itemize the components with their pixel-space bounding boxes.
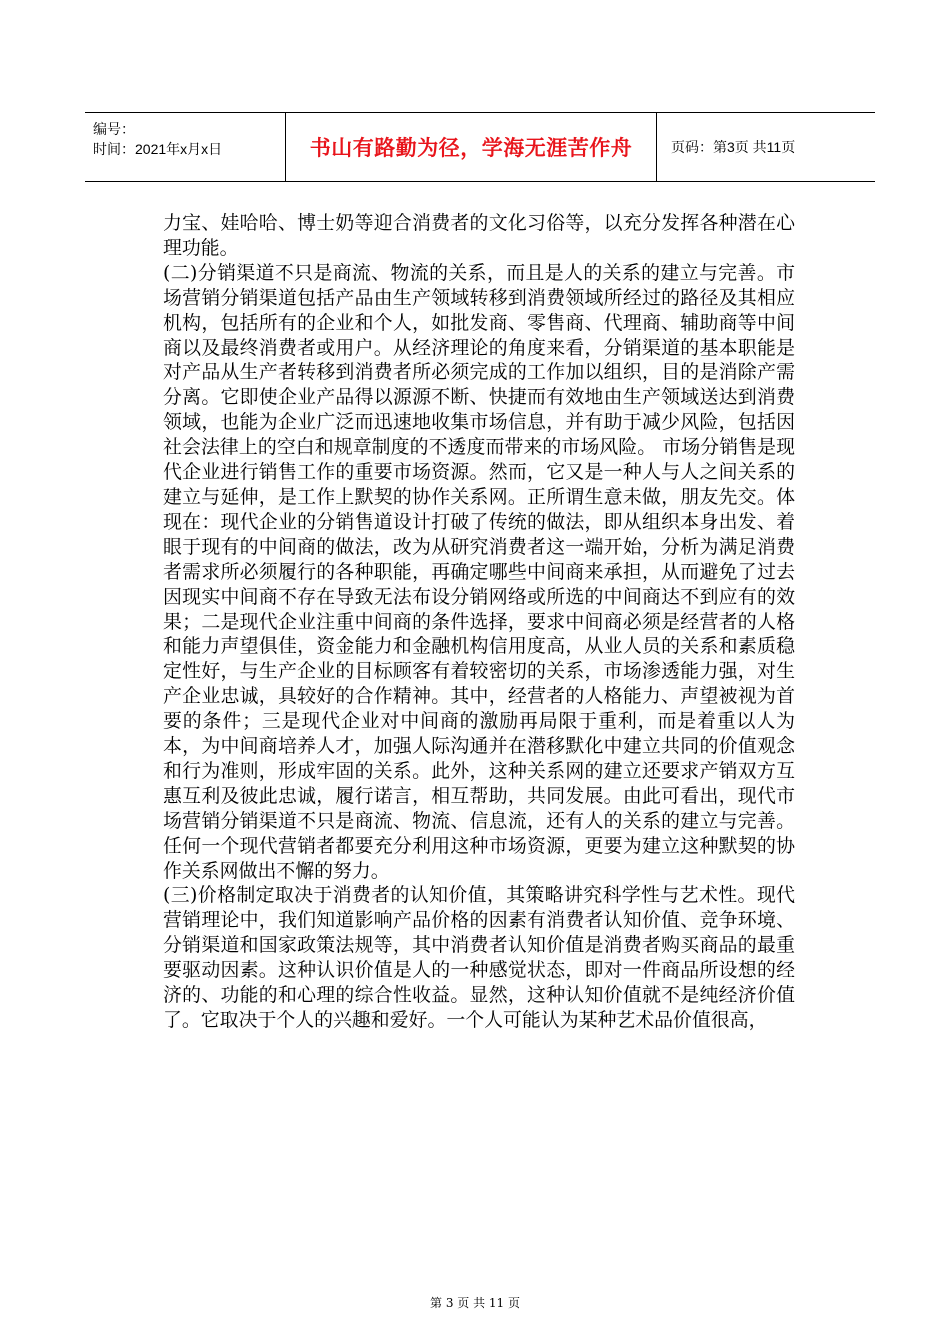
- paragraph: (三)价格制定取决于消费者的认知价值，其策略讲究科学性与艺术性。现代营销理论中，我们知道影响产品价格的因素有消费者认知价值、竞争环境、分销渠道和国家政策法规等，其中消费者认知价值是消费者购买商品的最重要驱动因素。这种认识价值是人的一种感觉状态，即对一件商品所设想的经济的、功能的和心理的综合性收益。显然，这种认知价值就不是纯经济价值了。它取决于个人的兴趣和爱好。一个人可能认为某种艺术品价值很高，: [163, 884, 795, 1031]
- paragraph: (二)分销渠道不只是商流、物流的关系，而且是人的关系的建立与完善。市场营销分销渠道包括产品由生产领域转移到消费领域所经过的路径及其相应机构，包括所有的企业和个人，如批发商、零售商、代理商、辅助商等中间商以及最终消费者或用户。从经济理论的角度来看，分销渠道的基本职能是对产品从生产者转移到消费者所必须完成的工作加以组织，目的是消除产需分离。它即使企业产品得以源源不断、快捷而有效地由生产领域送达到消费领域，也能为企业广泛而迅速地收集市场信息，并有助于减少风险，包括因社会法律上的空白和规章制度的不透度而带来的市场风险。 市场分销售是现代企业进行销售工作的重要市场资源。然而，它又是一种人与人之间关系的建立与延伸，是工作上默契的协作关系网。正所谓生意未做，朋友先交。体现在：现代企业的分销售道设计打破了传统的做法，即从组织本身出发、着眼于现有的中间商的做法，改为从研究消费者这一端开始，分析为满足消费者需求所必须履行的各种职能，再确定哪些中间商来承担，从而避免了过去因现实中间商不存在导致无法布设分销网络或所选的中间商达不到应有的效果；二是现代企业注重中间商的条件选择，要求中间商必须是经营者的人格和能力声望俱佳，资金能力和金融机构信用度高，从业人员的关系和素质稳定性好，与生产企业的目标顾客有着较密切的关系，市场渗透能力强，对生产企业忠诚，具较好的合作精神。其中，经营者的人格能力、声望被视为首要的条件；三是现代企业对中间商的激励再局限于重利，而是着重以人为本，为中间商培养人才，加强人际沟通并在潜移默化中建立共同的价值观念和行为准则，形成牢固的关系。此外，这种关系网的建立还要求产销双方互惠互利及彼此忠诚，履行诺言，相互帮助，共同发展。由此可看出，现代市场营销分销渠道不只是商流、物流、信息流，还有人的关系的建立与完善。任何一个现代营销者都要充分利用这种市场资源，更要为建立这种默契的协作关系网做出不懈的努力。: [163, 261, 795, 882]
- paragraph: 力宝、娃哈哈、博士奶等迎合消费者的文化习俗等，以充分发挥各种潜在心理功能。: [163, 212, 795, 259]
- document-number-label: 编号：: [93, 121, 135, 137]
- page-header: [85, 112, 875, 182]
- header-motto: 书山有路勤为径，学海无涯苦作舟: [309, 136, 633, 160]
- header-meta: [85, 113, 285, 181]
- header-page-info: 页码：第3页 共11页: [671, 139, 796, 155]
- footer-page-number: 第 3 页 共 11 页: [430, 1296, 520, 1310]
- header-page-info-cell: [657, 113, 875, 181]
- page-footer: [0, 1294, 950, 1311]
- body-text: [163, 211, 795, 1033]
- header-motto-cell: [285, 113, 657, 181]
- document-time-label: 时间：2021年x月x日: [93, 141, 223, 157]
